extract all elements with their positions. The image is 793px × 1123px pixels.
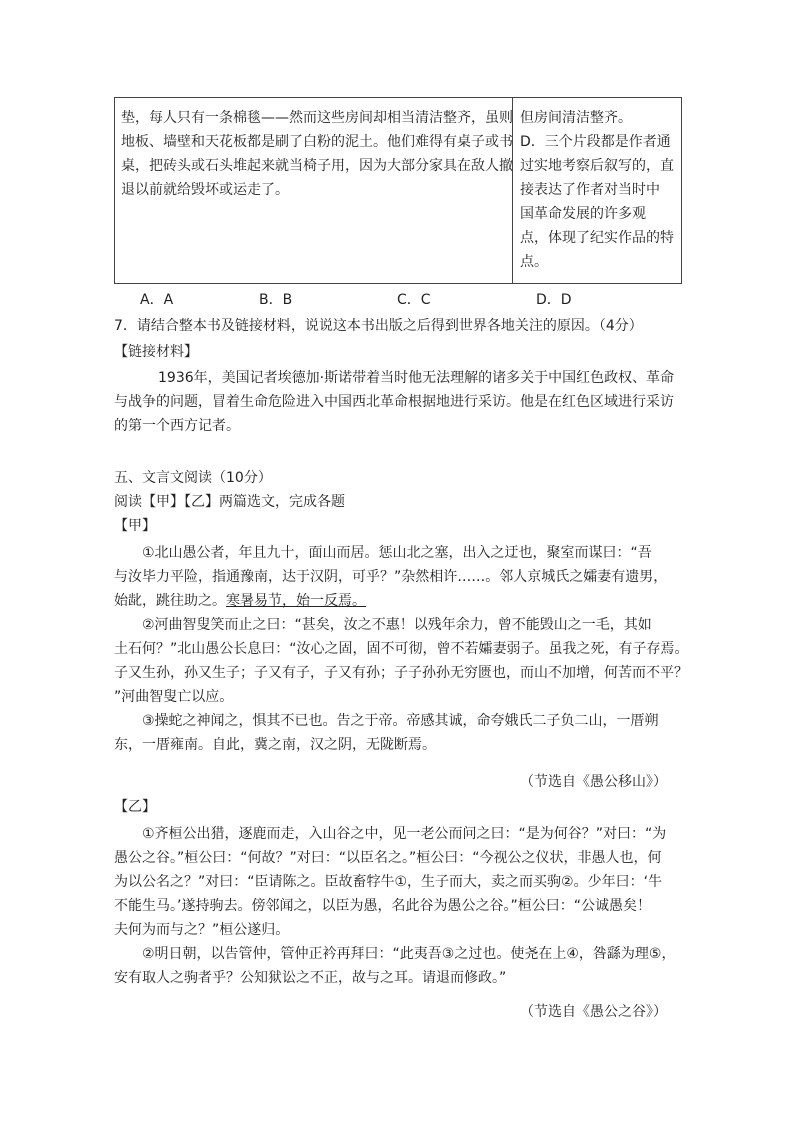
yi-label: 【乙】 — [114, 799, 156, 815]
jia-passage — [114, 541, 689, 757]
jia-source: （节选自《愚公移山》） — [520, 774, 667, 790]
jia-line: 与汝毕力平险，指通豫南，达于汉阴，可乎？”杂然相许……。邻人京城氏之孀妻有遗男， — [114, 569, 668, 585]
option-b[interactable]: B．B — [259, 292, 293, 308]
table-left-line: 退以前就给毁坏或运走了。 — [121, 182, 289, 198]
jia-line-with-underline — [114, 589, 684, 613]
jia-line: ②河曲智叟笑而止之曰：“甚矣，汝之不惠！以残年余力，曾不能毁山之一毛，其如 — [142, 617, 652, 633]
yi-passage — [114, 822, 684, 990]
link-material-label: 【链接材料】 — [114, 344, 198, 360]
table-left-line: 垫，每人只有一条棉毯——然而这些房间却相当清洁整齐，虽则 — [121, 110, 513, 126]
table-right-line: 但房间清洁整齐。 — [520, 110, 632, 126]
yi-line: ②明日朝，以告管仲，管仲正衿再拜曰：“此夷吾③之过也。使尧在上④，咎繇为理⑤， — [142, 946, 676, 962]
link-line: 的第一个西方记者。 — [114, 418, 240, 434]
jia-line: 始龀，跳往助之。 — [114, 593, 226, 609]
section-instruction: 阅读【甲】【乙】两篇选文，完成各题 — [114, 494, 345, 510]
table-right-line: 点。 — [520, 254, 548, 270]
table-right-line: 过实地考察后叙写的，直 — [520, 158, 674, 174]
yi-line: 夫何为而与之？”桓公遂归。 — [114, 922, 290, 938]
underlined-sentence: 寒暑易节，始一反焉。 — [226, 593, 366, 609]
jia-line: ①北山愚公者，年且九十，面山而居。惩山北之塞，出入之迂也，聚室而谋曰：“吾 — [142, 545, 652, 561]
table-right-line: 点，体现了纪实作品的特 — [520, 230, 674, 246]
option-a[interactable]: A．A — [140, 292, 174, 308]
yi-line: 愚公之谷。”桓公曰：“何故？”对曰：“以臣名之。”桓公曰：“今视公之仪状，非愚人也，何 — [114, 850, 662, 866]
section-heading: 五、文言文阅读（10分） — [114, 470, 272, 486]
table-left-cell — [121, 106, 513, 202]
table-left-line: 桌，把砖头或石头堆起来就当椅子用，因为大部分家具在敌人撤 — [121, 158, 513, 174]
jia-line: ③操蛇之神闻之，惧其不已也。告之于帝。帝感其诚，命夸娥氏二子负二山，一厝朔 — [142, 713, 659, 729]
table-right-cell — [520, 106, 678, 274]
table-right-line: 国革命发展的许多观 — [520, 206, 646, 222]
yi-line: ①齐桓公出猎，逐鹿而走，入山谷之中，见一老公而问之曰：“是为何谷？”对曰：“为 — [142, 826, 667, 842]
option-c[interactable]: C．C — [397, 292, 431, 308]
table-right-line: D．三个片段都是作者通 — [520, 134, 671, 150]
link-material-body — [114, 366, 684, 438]
jia-line: ”河曲智叟亡以应。 — [114, 689, 234, 705]
yi-source: （节选自《愚公之谷》） — [520, 1004, 667, 1020]
jia-line: 子又生孙，孙又生子；子又有子，子又有孙；子子孙孙无穷匮也，而山不加增，何苦而不平？ — [114, 665, 688, 681]
comparison-table — [114, 97, 682, 284]
link-line: 1936年，美国记者埃德加·斯诺带着当时他无法理解的诸多关于中国红色政权、革命 — [158, 370, 675, 386]
jia-line: 东，一厝雍南。自此，冀之南，汉之阴，无陇断焉。 — [114, 737, 436, 753]
yi-line: 安有取人之驹者乎？公知狱讼之不正，故与之耳。请退而修政。” — [114, 970, 507, 986]
question-7: 7．请结合整本书及链接材料，说说这本书出版之后得到世界各地关注的原因。（4分） — [114, 318, 643, 334]
table-left-line: 地板、墙壁和天花板都是刷了白粉的泥土。他们难得有桌子或书 — [121, 134, 513, 150]
option-d[interactable]: D．D — [536, 292, 572, 308]
link-line: 与战争的问题，冒着生命危险进入中国西北革命根据地进行采访。他是在红色区域进行采访 — [114, 394, 674, 410]
yi-line: 为以公名之？”对曰：“臣请陈之。臣故畜牸牛①，生子而大，卖之而买驹②。少年曰：‘牛 — [114, 874, 663, 890]
jia-label: 【甲】 — [114, 518, 156, 534]
jia-line: 土石何？”北山愚公长息曰：“汝心之固，固不可彻，曾不若孀妻弱子。虽我之死，有子存焉。 — [114, 641, 689, 657]
yi-line: 不能生马。’遂持驹去。傍邻闻之，以臣为愚，名此谷为愚公之谷。”桓公曰：“公诚愚矣！ — [114, 898, 651, 914]
table-right-line: 接表达了作者对当时中 — [520, 182, 660, 198]
